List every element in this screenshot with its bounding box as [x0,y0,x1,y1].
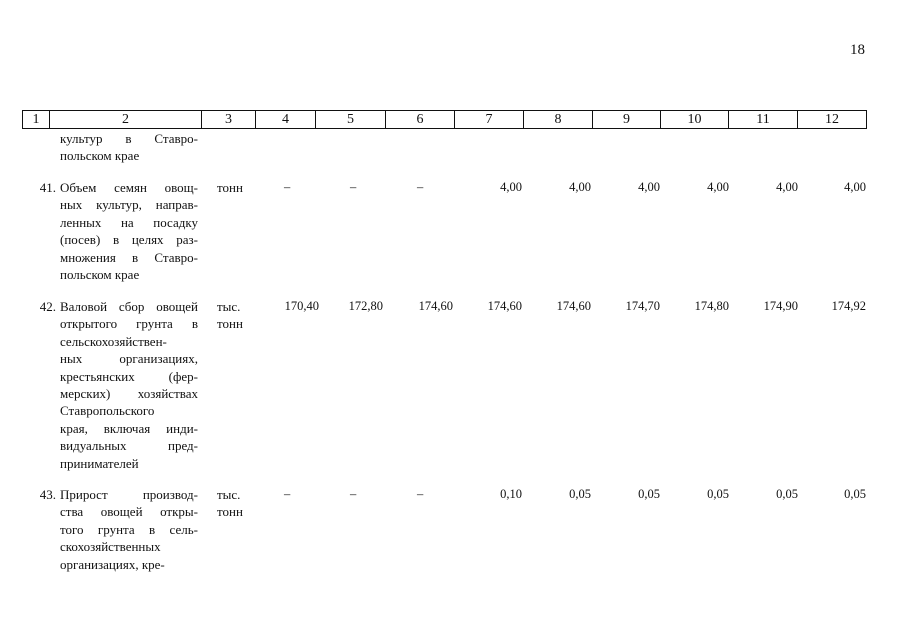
value-cell-col-6: – [417,487,424,501]
description-line: крестьянских (фер- [60,368,198,384]
value-cell-col-11: 4,00 [776,180,798,194]
row-number: 42. [39,299,56,314]
description-line: края, включая инди- [60,420,198,436]
row-number: 43. [39,487,56,502]
row-unit [217,298,257,333]
value-cell-col-8: 0,05 [569,487,591,501]
page-number: 18 [850,42,865,58]
description-line: ства овощей откры- [60,504,198,520]
value-cell-col-6: 174,60 [418,299,453,313]
value-cell-col-12: 4,00 [844,180,866,194]
value-cell-col-4: – [284,487,291,501]
value-cell-col-8: 4,00 [569,180,591,194]
description-line: сельскохозяйствен- [60,333,167,349]
header-cell-8: 8 [523,110,593,129]
value-cell-col-11: 0,05 [776,487,798,501]
value-cell-col-7: 4,00 [500,180,522,194]
value-cell-col-12: 0,05 [844,487,866,501]
description-line: открытого грунта в [60,316,198,332]
row-description [60,298,198,472]
unit-line: тонн [217,316,243,332]
row-description [60,130,198,165]
value-cell-col-9: 0,05 [638,487,660,501]
value-cell-col-12: 174,92 [831,299,866,313]
unit-line: тонн [217,504,243,520]
value-cell-col-10: 4,00 [707,180,729,194]
header-cell-10: 10 [660,110,729,129]
description-line: организациях, кре- [60,556,165,572]
value-cell-col-10: 0,05 [707,487,729,501]
header-cell-5: 5 [315,110,386,129]
value-cell-col-7: 0,10 [500,487,522,501]
value-cell-col-5: 172,80 [348,299,383,313]
description-line: видуальных пред- [60,438,198,454]
value-cell-col-4: – [284,180,291,194]
value-cell-col-5: – [350,180,357,194]
header-cell-3: 3 [201,110,256,129]
value-cell-col-11: 174,90 [763,299,798,313]
row-unit [217,179,257,196]
description-line: польском крае [60,148,140,164]
description-line: (посев) в целях раз- [60,232,198,248]
header-cell-4: 4 [255,110,316,129]
value-cell-col-9: 4,00 [638,180,660,194]
description-line: ных культур, направ- [60,197,198,213]
value-cell-col-7: 174,60 [487,299,522,313]
unit-line: тонн [217,180,243,195]
description-line: ленных на посадку [60,214,198,230]
description-line: мерских) хозяйствах [60,385,198,401]
unit-line: тыс. [217,299,241,314]
description-line: Прирост производ- [60,487,198,502]
header-cell-9: 9 [592,110,661,129]
value-cell-col-10: 174,80 [694,299,729,313]
description-line: ных организациях, [60,351,198,367]
value-cell-col-6: – [417,180,424,194]
description-line: скохозяйственных [60,539,161,555]
row-number: 41. [39,180,56,195]
header-cell-1: 1 [22,110,50,129]
unit-line: тыс. [217,487,241,502]
row-description [60,179,198,283]
row-description [60,486,198,573]
description-line: множения в Ставро- [60,249,198,265]
description-line: Объем семян овощ- [60,180,198,195]
description-line: Валовой сбор овощей [60,299,198,314]
description-line: того грунта в сель- [60,521,198,537]
header-cell-7: 7 [454,110,524,129]
value-cell-col-4: 170,40 [284,299,319,313]
header-cell-6: 6 [385,110,455,129]
description-line: принимателей [60,455,139,471]
description-line: Ставропольского [60,403,155,419]
description-line: польском крае [60,266,140,282]
description-line: культур в Ставро- [60,131,198,146]
header-cell-12: 12 [797,110,867,129]
value-cell-col-5: – [350,487,357,501]
row-unit [217,486,257,521]
value-cell-col-8: 174,60 [556,299,591,313]
value-cell-col-9: 174,70 [625,299,660,313]
header-cell-2: 2 [49,110,202,129]
header-cell-11: 11 [728,110,798,129]
